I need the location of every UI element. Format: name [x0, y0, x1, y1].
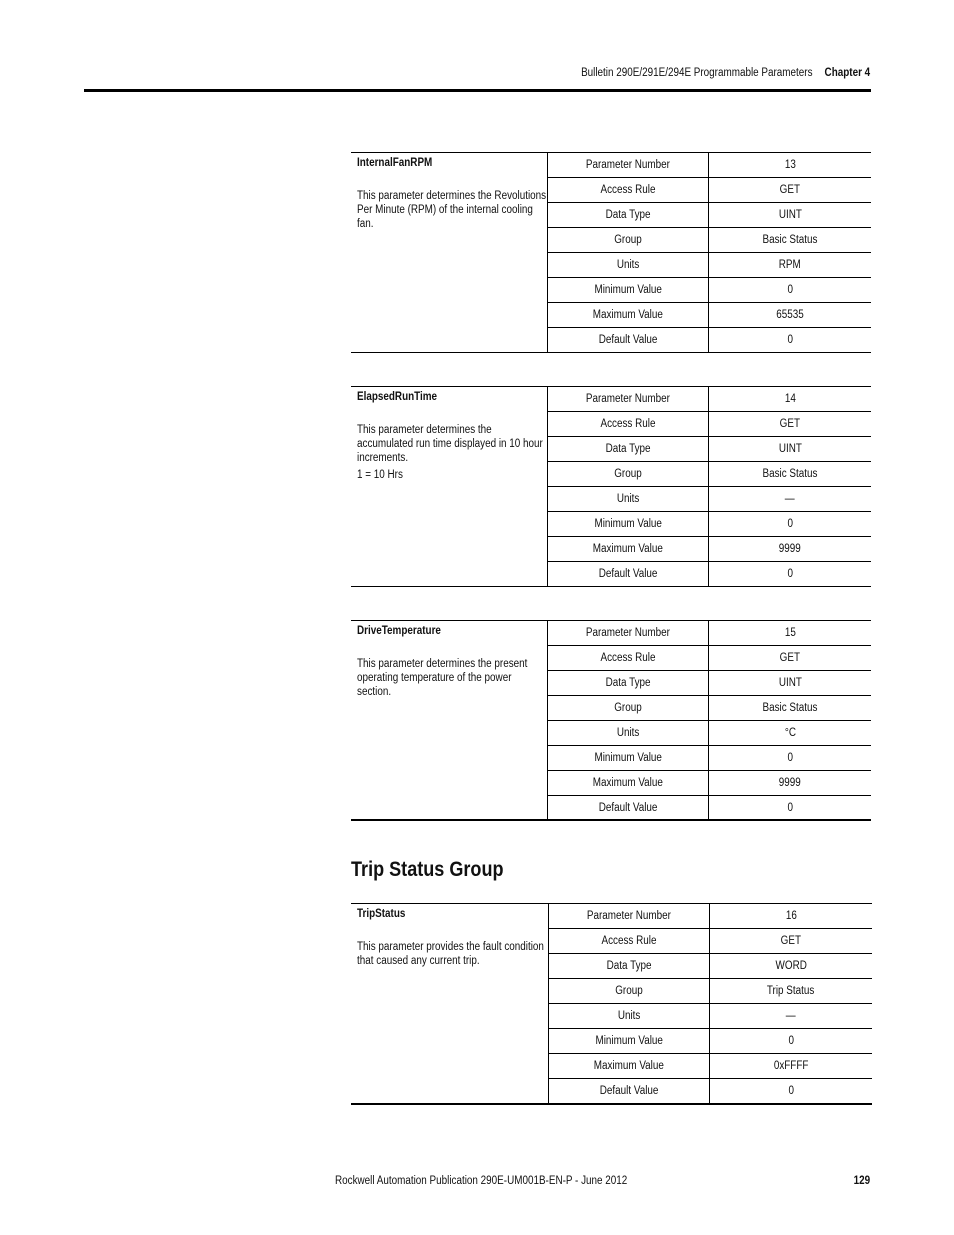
param-value: UINT	[709, 203, 872, 228]
param-value: Trip Status	[710, 979, 873, 1004]
table-bottom-rule	[351, 586, 871, 587]
param-value: 0xFFFF	[710, 1054, 873, 1079]
param-key: Maximum Value	[548, 537, 709, 562]
param-value: UINT	[709, 671, 872, 696]
param-table-drive-temperature	[351, 620, 871, 821]
param-value: 0	[709, 562, 872, 587]
param-value: 13	[709, 153, 872, 178]
param-key: Access Rule	[548, 412, 709, 437]
page-number: 129	[853, 1175, 870, 1187]
param-key: Group	[549, 979, 710, 1004]
param-key: Data Type	[548, 671, 709, 696]
param-value: —	[710, 1004, 873, 1029]
param-key: Default Value	[548, 796, 709, 821]
param-key: Access Rule	[549, 929, 710, 954]
param-name: DriveTemperature	[357, 625, 441, 637]
param-value: 16	[710, 904, 873, 929]
param-name: ElapsedRunTime	[357, 391, 438, 403]
param-value: GET	[709, 178, 872, 203]
param-value: 15	[709, 621, 872, 646]
param-name: InternalFanRPM	[357, 157, 433, 169]
param-value: GET	[709, 412, 872, 437]
param-value: 0	[709, 746, 872, 771]
param-name: TripStatus	[357, 908, 406, 920]
param-value: 0	[709, 328, 872, 353]
param-value: °C	[709, 721, 872, 746]
param-table-internal-fan-rpm	[351, 152, 871, 353]
param-key: Group	[548, 462, 709, 487]
param-value: Basic Status	[709, 462, 872, 487]
param-description: This parameter determines the present operating temperature of the power section.	[357, 658, 528, 698]
param-note: 1 = 10 Hrs	[357, 469, 403, 481]
param-value: 0	[710, 1029, 873, 1054]
param-value: 0	[709, 796, 872, 821]
param-value: 0	[709, 278, 872, 303]
footer-publication: Rockwell Automation Publication 290E-UM001B-EN-P - June 2012	[335, 1175, 628, 1187]
param-key: Data Type	[549, 954, 710, 979]
table-bottom-rule	[351, 352, 871, 353]
param-value: GET	[709, 646, 872, 671]
param-key: Access Rule	[548, 178, 709, 203]
param-description: This parameter determines the Revolutions Per Minute (RPM) of the internal cooling fan.	[357, 190, 547, 230]
param-key: Minimum Value	[548, 746, 709, 771]
param-key: Parameter Number	[548, 387, 709, 412]
param-value: Basic Status	[709, 696, 872, 721]
param-key: Group	[548, 696, 709, 721]
param-key: Maximum Value	[548, 303, 709, 328]
page-header	[581, 67, 870, 79]
param-value: 0	[709, 512, 872, 537]
param-value: 9999	[709, 771, 872, 796]
param-key: Units	[548, 721, 709, 746]
param-key: Data Type	[548, 203, 709, 228]
param-description-cell	[351, 621, 548, 821]
param-key: Minimum Value	[549, 1029, 710, 1054]
table-bottom-rule	[351, 819, 871, 821]
param-key: Units	[549, 1004, 710, 1029]
param-key: Maximum Value	[549, 1054, 710, 1079]
param-key: Units	[548, 253, 709, 278]
param-description: This parameter provides the fault condition that caused any current trip.	[357, 941, 544, 967]
param-key: Group	[548, 228, 709, 253]
param-key: Parameter Number	[549, 904, 710, 929]
param-table-elapsed-run-time	[351, 386, 871, 587]
section-title: Trip Status Group	[351, 858, 504, 881]
param-key: Data Type	[548, 437, 709, 462]
param-key: Maximum Value	[548, 771, 709, 796]
header-title: Bulletin 290E/291E/294E Programmable Parameters	[580, 67, 813, 79]
param-description-cell	[351, 904, 549, 1104]
param-value: 14	[709, 387, 872, 412]
param-description-cell	[351, 387, 548, 587]
param-value: GET	[710, 929, 873, 954]
param-value: 65535	[709, 303, 872, 328]
param-key: Default Value	[548, 562, 709, 587]
header-chapter: Chapter 4	[824, 67, 870, 79]
param-value: RPM	[709, 253, 872, 278]
param-key: Parameter Number	[548, 153, 709, 178]
param-value: Basic Status	[709, 228, 872, 253]
param-key: Default Value	[549, 1079, 710, 1104]
param-value: WORD	[710, 954, 873, 979]
param-description: This parameter determines the accumulated run time displayed in 10 hour increments.	[357, 424, 543, 464]
param-value: 9999	[709, 537, 872, 562]
table-bottom-rule	[351, 1103, 872, 1105]
param-value: UINT	[709, 437, 872, 462]
param-key: Minimum Value	[548, 278, 709, 303]
param-key: Parameter Number	[548, 621, 709, 646]
param-key: Minimum Value	[548, 512, 709, 537]
param-key: Units	[548, 487, 709, 512]
param-value: —	[709, 487, 872, 512]
param-description-cell	[351, 153, 548, 353]
param-key: Default Value	[548, 328, 709, 353]
param-value: 0	[710, 1079, 873, 1104]
param-table-trip-status	[351, 903, 872, 1104]
header-rule	[84, 89, 871, 92]
param-key: Access Rule	[548, 646, 709, 671]
